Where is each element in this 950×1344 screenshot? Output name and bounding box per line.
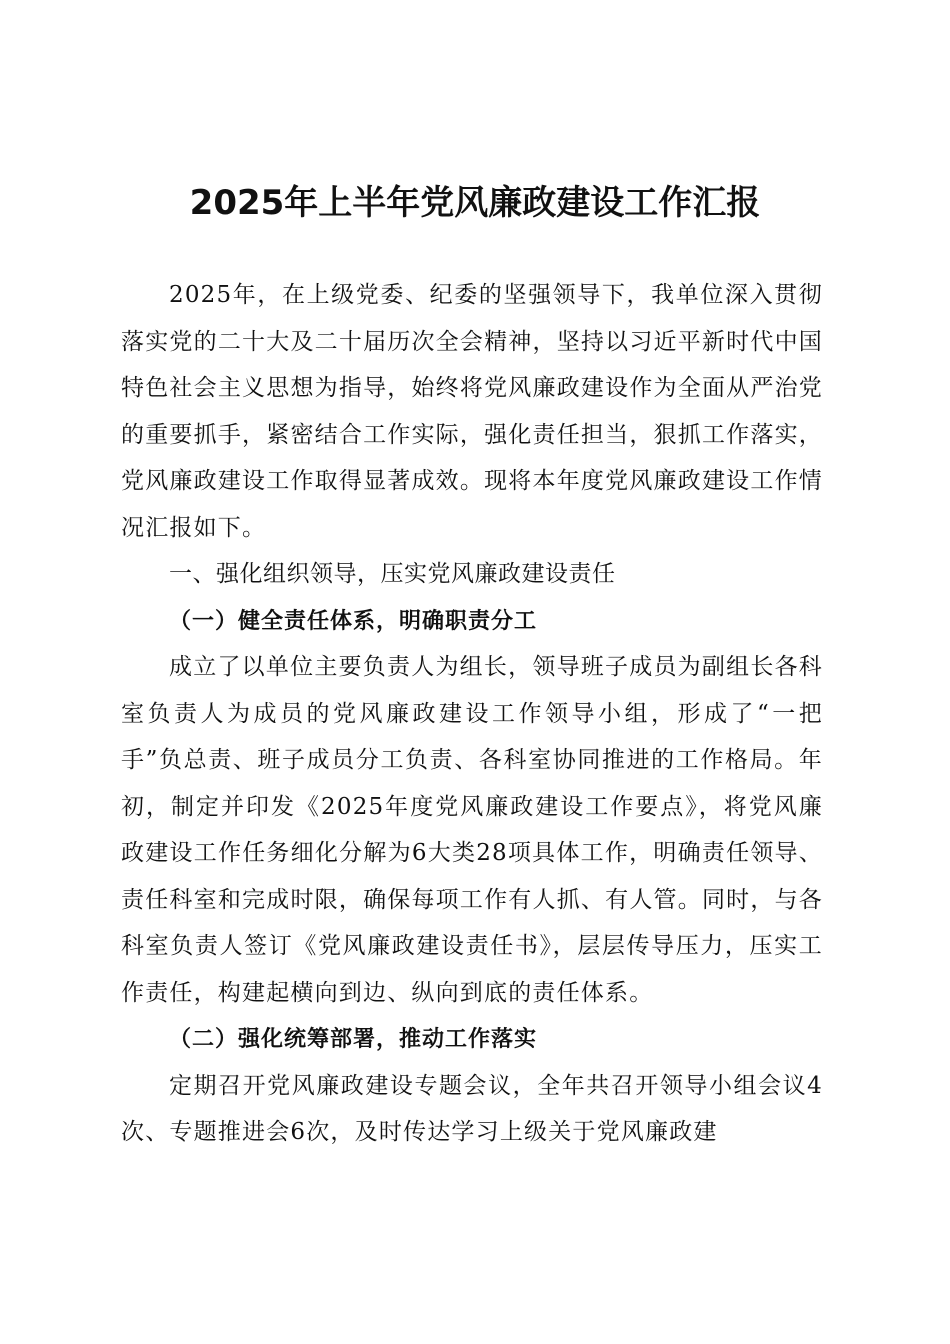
document-body [121, 272, 823, 1156]
document-title: 2025年上半年党风廉政建设工作汇报 [189, 183, 761, 223]
intro-paragraph: 2025年，在上级党委、纪委的坚强领导下，我单位深入贯彻落实党的二十大及二十届历次全会精神，坚持以习近平新时代中国特色社会主义思想为指导，始终将党风廉政建设作为全面从严治党的重要抓手，紧密结合工作实际，强化责任担当，狠抓工作落实，党风廉政建设工作取得显著成效。现将本年度党风廉政建设工作情况汇报如下。 [121, 282, 823, 541]
subsection-2-paragraph: 定期召开党风廉政建设专题会议，全年共召开领导小组会议4次、专题推进会6次，及时传达学习上级关于党风廉政建 [121, 1072, 823, 1145]
subsection-heading-2: （二）强化统筹部署，推动工作落实 [169, 1026, 538, 1052]
subsection-heading-1: （一）健全责任体系，明确职责分工 [169, 607, 538, 634]
subsection-1-paragraph: 成立了以单位主要负责人为组长，领导班子成员为副组长各科室负责人为成员的党风廉政建设工作领导小组，形成了“一把手”负总责、班子成员分工负责、各科室协同推进的工作格局。年初，制定并印发《2025年度党风廉政建设工作要点》，将党风廉政建设工作任务细化分解为6大类28项具体工作，明确责任领导、责任科室和完成时限，确保每项工作有人抓、有人管。同时，与各科室负责人签订《党风廉政建设责任书》，层层传导压力，压实工作责任，构建起横向到边、纵向到底的责任体系。 [121, 654, 823, 1006]
section-heading-1: 一、强化组织领导，压实党风廉政建设责任 [169, 561, 616, 587]
